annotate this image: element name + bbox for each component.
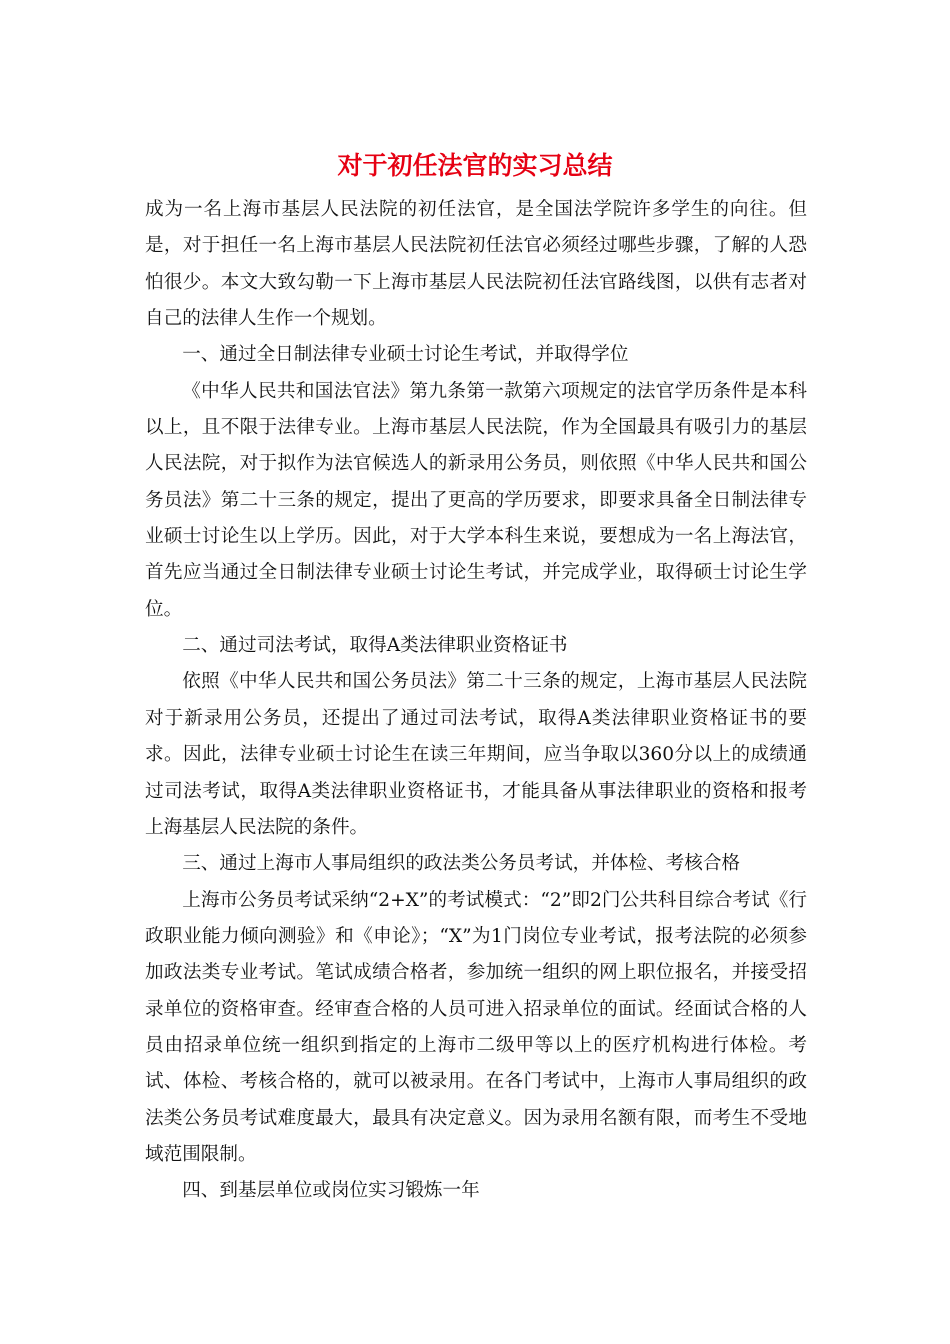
section-heading-3: 三、通过上海市人事局组织的政法类公务员考试，并体检、考核合格 [182, 853, 741, 875]
paragraph-section-3: 上海市公务员考试采纳“2+X”的考试模式：“2”即2门公共科目综合考试《行政职业能力倾向测验》和《申论》；“X”为1门岗位专业考试，报考法院的必须参加政法类专业考试。笔试成绩合格者，参加统一组织的网上职位报名，并接受招录单位的资格审查。经审查合格的人员可进入招录单位的面试。经面试合格的人员由招录单位统一组织到指定的上海市二级甲等以上的医疗机构进行体检。考试、体检、考核合格的，就可以被录用。在各门考试中，上海市人事局组织的政法类公务员考试难度最大，最具有决定意义。因为录用名额有限，而考生不受地域范围限制。 [145, 889, 807, 1165]
paragraph-section-1: 《中华人民共和国法官法》第九条第一款第六项规定的法官学历条件是本科以上，且不限于法律专业。上海市基层人民法院，作为全国最具有吸引力的基层人民法院，对于拟作为法官候选人的新录用公务员，则依照《中华人民共和国公务员法》第二十三条的规定，提出了更高的学历要求，即要求具备全日制法律专业硕士讨论生以上学历。因此，对于大学本科生来说，要想成为一名上海法官，首先应当通过全日制法律专业硕士讨论生考试，并完成学业，取得硕士讨论生学位。 [145, 380, 807, 620]
section-heading-1: 一、通过全日制法律专业硕士讨论生考试，并取得学位 [182, 344, 629, 366]
section-heading-2: 二、通过司法考试，取得A类法律职业资格证书 [182, 635, 568, 657]
document-body [145, 192, 807, 1210]
document-title: 对于初任法官的实习总结 [337, 151, 613, 180]
paragraph-section-2: 依照《中华人民共和国公务员法》第二十三条的规定，上海市基层人民法院对于新录用公务员，还提出了通过司法考试，取得A类法律职业资格证书的要求。因此，法律专业硕士讨论生在读三年期间，应当争取以360分以上的成绩通过司法考试，取得A类法律职业资格证书，才能具备从事法律职业的资格和报考上海基层人民法院的条件。 [145, 671, 807, 838]
paragraph-intro: 成为一名上海市基层人民法院的初任法官，是全国法学院许多学生的向往。但是，对于担任一名上海市基层人民法院初任法官必须经过哪些步骤，了解的人恐怕很少。本文大致勾勒一下上海市基层人民法院初任法官路线图，以供有志者对自己的法律人生作一个规划。 [145, 199, 807, 330]
section-heading-4: 四、到基层单位或岗位实习锻炼一年 [182, 1180, 480, 1202]
